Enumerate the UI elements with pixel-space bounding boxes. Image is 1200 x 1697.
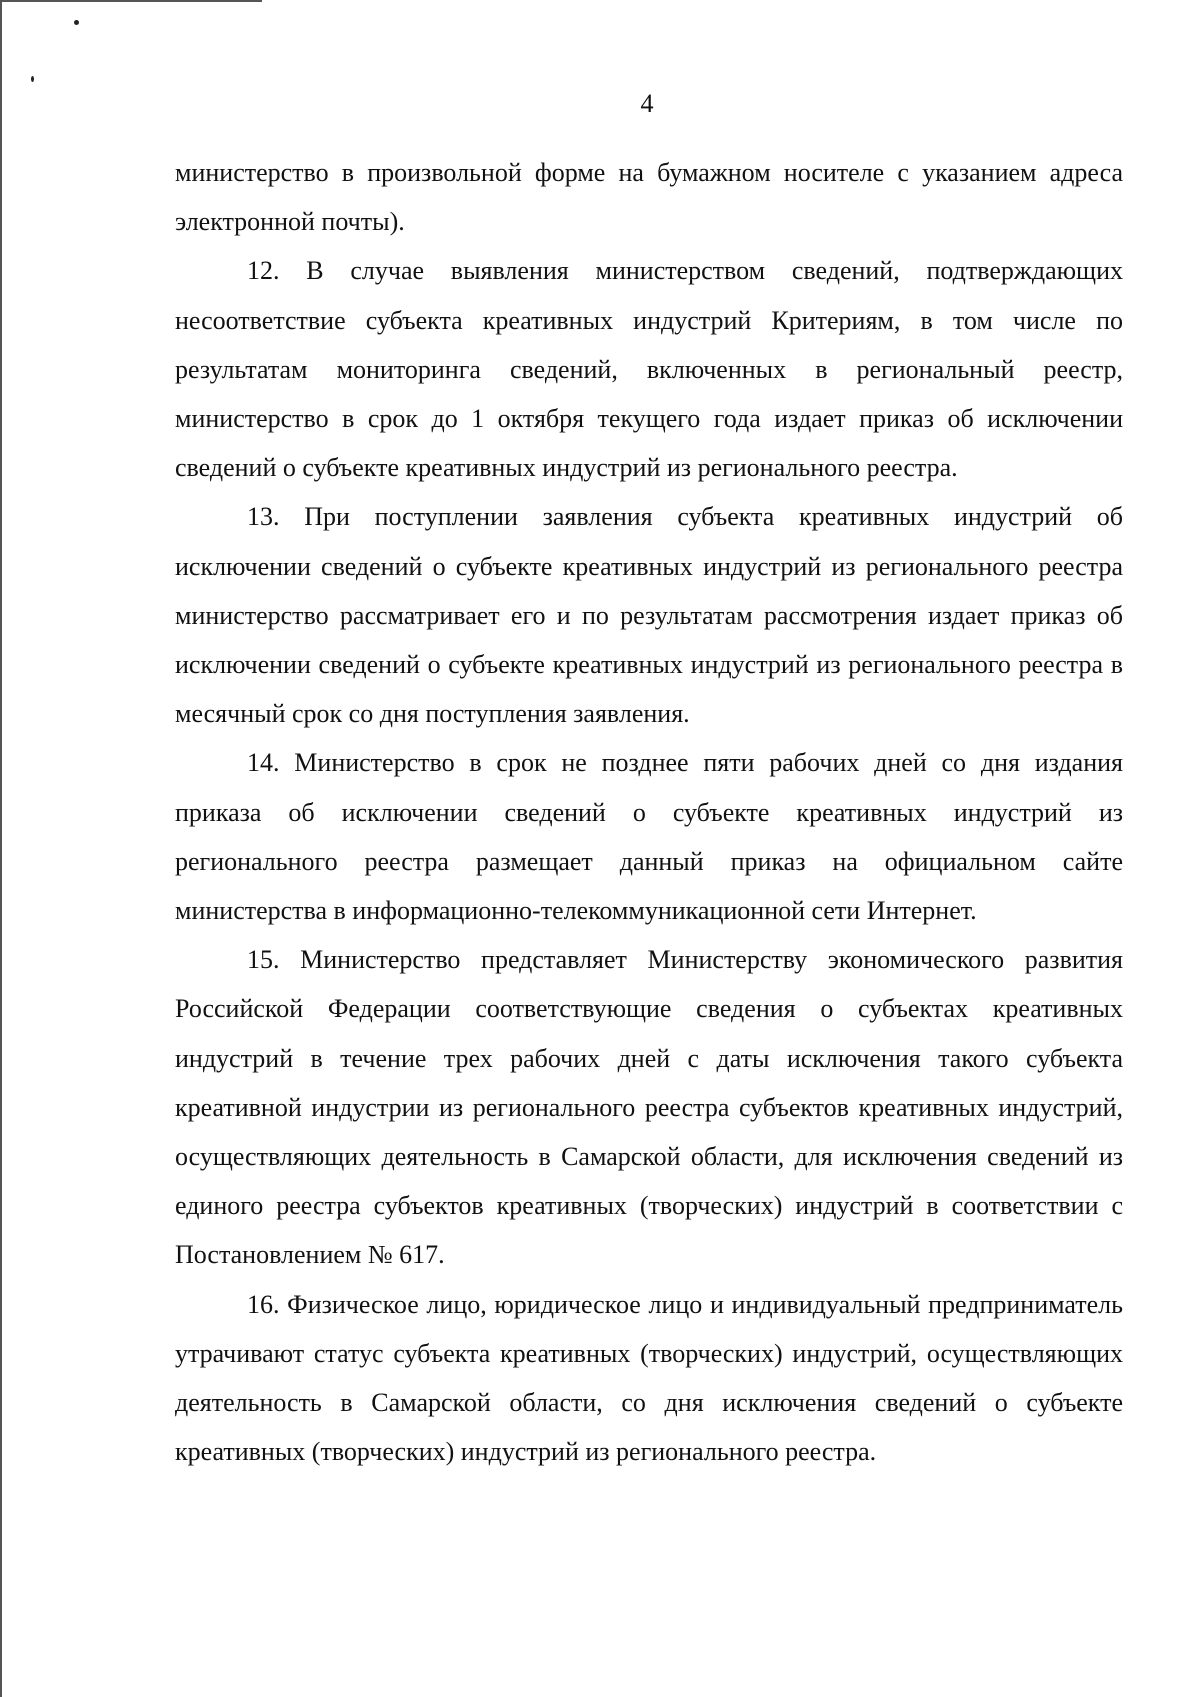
paragraph-12: 12. В случае выявления министерством сведений, подтверждающих несоответствие субъекта креативных индустрий Критериям, в том числе по результатам мониторинга сведений, включенных в региональный реестр, министерство в срок до 1 октября текущего года издает приказ об исключении сведений о субъекте креативных индустрий из регионального реестра.	[175, 256, 1123, 483]
paragraph-13: 13. При поступлении заявления субъекта креативных индустрий об исключении сведений о субъекте креативных индустрий из регионального реестра министерство рассматривает его и по результатам рассмотрения издает приказ об исключении сведений о субъекте креативных индустрий из регионального реестра в месячный срок со дня поступления заявления.	[175, 502, 1123, 729]
paragraph-15: 15. Министерство представляет Министерству экономического развития Российской Федерации соответствующие сведения о субъектах креативных индустрий в течение трех рабочих дней с даты исключения такого субъекта креативной индустрии из регионального реестра субъектов креативных индустрий, осуществляющих деятельность в Самарской области, для исключения сведений из единого реестра субъектов креативных (творческих) индустрий в соответствии с Постановлением № 617.	[175, 945, 1123, 1270]
page-number: 4	[640, 89, 654, 118]
paragraph-continuation: министерство в произвольной форме на бумажном носителе с указанием адреса электронной почты).	[175, 158, 1123, 237]
scan-edge-top	[0, 0, 262, 2]
paragraph-14: 14. Министерство в срок не позднее пяти рабочих дней со дня издания приказа об исключении сведений о субъекте креативных индустрий из регионального реестра размещает данный приказ на официальном сайте министерства в информационно-телекоммуникационной сети Интернет.	[175, 748, 1123, 926]
scan-speck	[74, 20, 79, 25]
scan-speck	[31, 76, 34, 82]
paragraph-16: 16. Физическое лицо, юридическое лицо и индивидуальный предприниматель утрачивают статус субъекта креативных (творческих) индустрий, осуществляющих деятельность в Самарской области, со дня исключения сведений о субъекте креативных (творческих) индустрий из регионального реестра.	[175, 1289, 1123, 1467]
document-body	[175, 148, 1123, 1476]
scan-edge-left	[0, 0, 2, 1697]
